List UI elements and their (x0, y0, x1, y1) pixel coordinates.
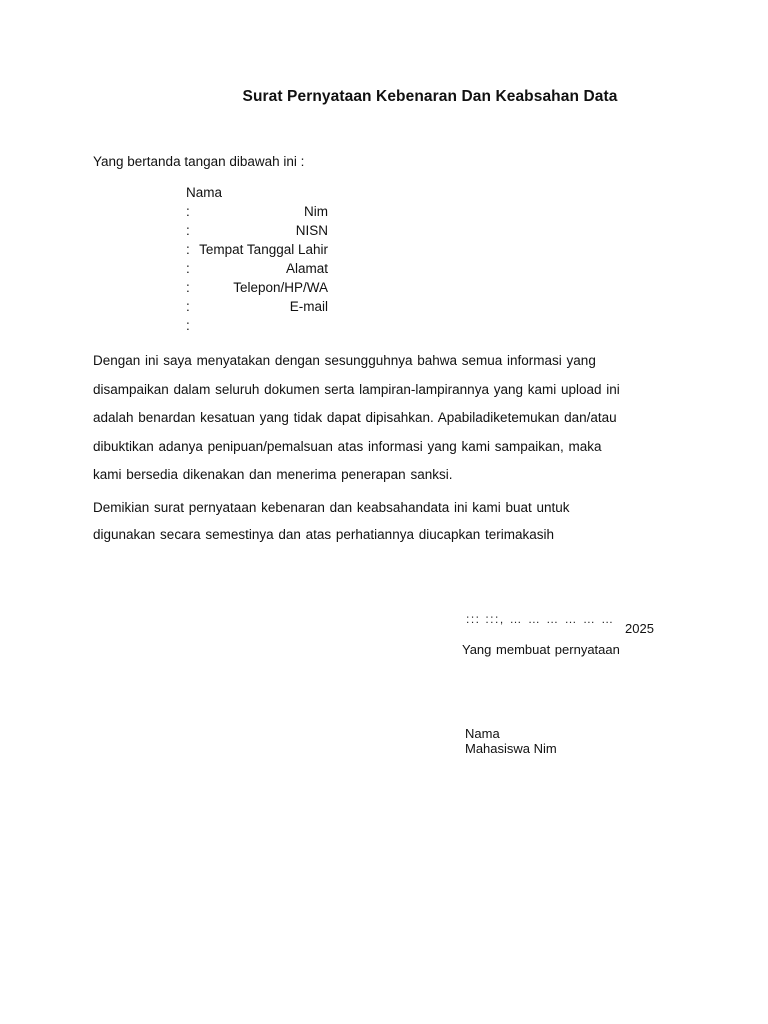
field-label-nisn: NISN (295, 223, 328, 238)
date-year: 2025 (625, 621, 654, 636)
paragraph-line: dibuktikan adanya penipuan/pemalsuan atas informasi yang kami sampaikan, maka (93, 438, 602, 454)
statement-paragraph (93, 347, 653, 490)
paragraph-line: Demikian surat pernyataan kebenaran dan keabsahandata ini kami buat untuk (93, 500, 570, 515)
field-colon: : (186, 242, 190, 257)
field-label-nim: Nim (304, 204, 328, 219)
field-row-nisn (186, 221, 328, 240)
paragraph-line: digunakan secara semestinya dan atas perhatiannya diucapkan terimakasih (93, 527, 555, 542)
field-colon: : (186, 318, 190, 333)
field-label-alamat: Alamat (285, 261, 328, 276)
field-colon: : (186, 223, 190, 238)
identity-fields (186, 183, 328, 335)
place-date-placeholder: ::: :::, … … … … … … (466, 612, 615, 626)
intro-text: Yang bertanda tangan dibawah ini : (93, 154, 305, 169)
field-colon: : (186, 280, 190, 295)
signer-caption: Yang membuat pernyataan (462, 642, 620, 657)
paragraph-line: adalah benardan kesatuan yang tidak dapat dipisahkan. Apabiladiketemukan dan/atau (93, 410, 617, 425)
field-label-email: E-mail (289, 299, 328, 314)
paragraph-line: disampaikan dalam seluruh dokumen serta lampiran-lampirannya yang kami upload ini (93, 381, 620, 397)
document-title: Surat Pernyataan Kebenaran Dan Keabsahan Data (242, 88, 618, 105)
field-row-email (186, 297, 328, 316)
paragraph-line: Dengan ini saya menyatakan dengan sesungguhnya bahwa semua informasi yang (93, 353, 596, 368)
signer-nim-label: Mahasiswa Nim (465, 741, 557, 756)
field-label-telepon: Telepon/HP/WA (233, 280, 328, 295)
field-colon: : (186, 204, 190, 219)
field-label-tempat-tanggal-lahir: Tempat Tanggal Lahir (199, 242, 328, 257)
signer-name-label: Nama (465, 726, 500, 741)
field-row-telepon (186, 278, 328, 297)
field-colon: : (186, 299, 190, 314)
paragraph-line: kami bersedia dikenakan dan menerima penerapan sanksi. (93, 467, 453, 482)
field-row-ttl (186, 240, 328, 259)
closing-paragraph (93, 494, 653, 548)
field-label-nama: Nama (186, 185, 223, 200)
field-row-alamat (186, 259, 328, 278)
field-colon: : (186, 261, 190, 276)
field-row-nim (186, 202, 328, 221)
